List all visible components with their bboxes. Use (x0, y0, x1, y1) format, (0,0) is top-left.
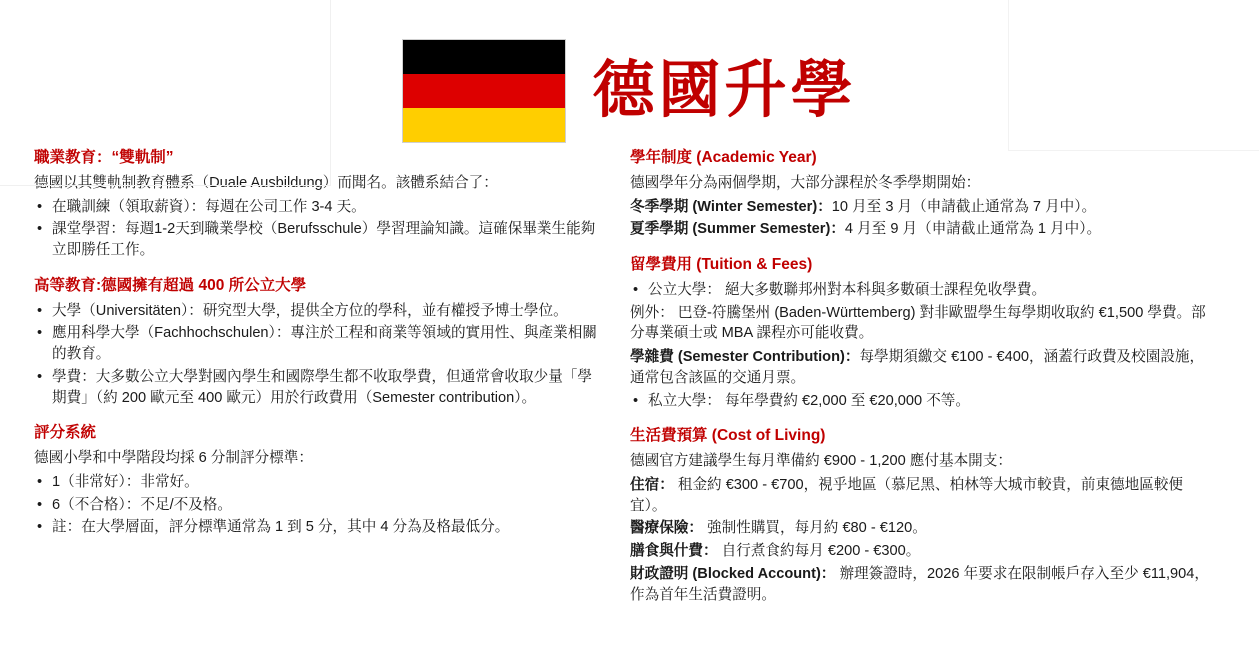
list-item: • 公立大學： 絕大多數聯邦州對本科與多數碩士課程免收學費。 (630, 280, 1215, 301)
section-paragraph: 德國學年分為兩個學期，大部分課程於冬季學期開始： (630, 174, 981, 191)
section-title: 留學費用 (Tuition & Fees) (630, 256, 813, 274)
left-column (34, 148, 604, 620)
labelled-line (630, 541, 1215, 562)
line-text: 租金約 €300 - €700，視乎地區（慕尼黑、柏林等大城市較貴，前東德地區較便宜）。 (630, 476, 1184, 514)
list-item: • 課堂學習：每週1-2天到職業學校（Berufsschule）學習理論知識。這確保畢業生能夠立即勝任工作。 (34, 219, 604, 260)
line-label: 膳食與什費： (630, 543, 718, 560)
section-academic-year (630, 148, 1215, 240)
section-title: 評分系統 (34, 424, 97, 442)
section-bullet-list (34, 301, 604, 409)
flag-band-gold (403, 108, 565, 142)
list-item: • 註：在大學層面，評分標準通常為 1 到 5 分，其中 4 分為及格最低分。 (34, 517, 604, 538)
list-item: • 私立大學： 每年學費約 €2,000 至 €20,000 不等。 (630, 391, 1215, 412)
line-label: 學雜費 (Semester Contribution)： (630, 349, 860, 366)
line-label: 夏季學期 (Summer Semester)： (630, 221, 845, 238)
section-title: 職業教育：“雙軌制” (34, 149, 174, 166)
content-columns (0, 130, 1259, 620)
line-label: 財政證明 (Blocked Account)： (630, 565, 836, 582)
section-paragraph: 德國小學和中學階段均採 6 分制評分標準： (34, 450, 313, 467)
line-text: 自行煮食約每月 €200 - €300。 (717, 543, 921, 560)
section-cost-of-living (630, 426, 1215, 605)
line-text: 每學期須繳交 €100 - €400，涵蓋行政費及校園設施，通常包含該區的交通月票。 (630, 349, 1205, 386)
list-item: • 大學（Universitäten）：研究型大學，提供全方位的學科，並有權授予博士學位。 (34, 301, 604, 322)
flag-band-black (403, 40, 565, 74)
list-item: • 學費：大多數公立大學對國內學生和國際學生都不收取學費，但通常會收取少量「學期費」（約 200 歐元至 400 歐元）用於行政費用（Semester contribution）。 (34, 367, 604, 408)
list-item: • 1（非常好）：非常好。 (34, 472, 604, 493)
line-text: 辦理簽證時，2026 年要求在限制帳戶存入至少 €11,904，作為首年生活費證明。 (630, 565, 1209, 603)
slide-header (0, 0, 1259, 130)
section-bullet-list-secondary (630, 391, 1215, 412)
section-bullet-list (34, 197, 604, 261)
flag-band-red (403, 74, 565, 108)
section-bullet-list (34, 472, 604, 538)
section-higher-education (34, 276, 604, 409)
labelled-line (630, 197, 1215, 218)
labelled-line (630, 219, 1215, 240)
line-text: 4 月至 9 月（申請截止通常為 1 月中）。 (844, 221, 1102, 238)
labelled-line (630, 518, 1215, 539)
section-paragraph: 例外： 巴登-符騰堡州 (Baden-Württemberg) 對非歐盟學生每學期收取約 €1,500 學費。部分專業碩士或 MBA 課程亦可能收費。 (630, 304, 1206, 342)
section-title: 高等教育:德國擁有超過 400 所公立大學 (34, 276, 307, 294)
section-title: 生活費預算 (Cost of Living) (630, 427, 826, 445)
labelled-line (630, 564, 1215, 605)
page-title: 德國升學 (592, 57, 857, 125)
line-text: 強制性購買，每月約 €80 - €120。 (702, 520, 927, 537)
section-tuition-fees (630, 255, 1215, 411)
line-text: 10 月至 3 月（申請截止通常為 7 月中）。 (831, 198, 1097, 215)
right-column (630, 148, 1215, 620)
labelled-line (630, 347, 1215, 388)
section-grading-system (34, 423, 604, 538)
labelled-line (630, 475, 1215, 516)
list-item: • 應用科學大學（Fachhochschulen）：專注於工程和商業等領域的實用性、與產業相關的教育。 (34, 323, 604, 364)
section-paragraph: 德國官方建議學生每月準備約 €900 - 1,200 應付基本開支： (630, 453, 1012, 470)
germany-flag-icon (402, 39, 566, 143)
section-title: 學年制度 (Academic Year) (630, 149, 817, 166)
list-item: • 在職訓練（領取薪資）：每週在公司工作 3-4 天。 (34, 197, 604, 218)
section-bullet-list (630, 280, 1215, 301)
section-vocational-education (34, 148, 604, 261)
line-label: 住宿： (630, 476, 674, 493)
line-label: 醫療保險： (630, 520, 703, 537)
section-paragraph: 德國以其雙軌制教育體系（Duale Ausbildung）而聞名。該體系結合了： (34, 174, 498, 191)
line-label: 冬季學期 (Winter Semester)： (630, 198, 832, 215)
list-item: • 6（不合格）：不足/不及格。 (34, 495, 604, 516)
